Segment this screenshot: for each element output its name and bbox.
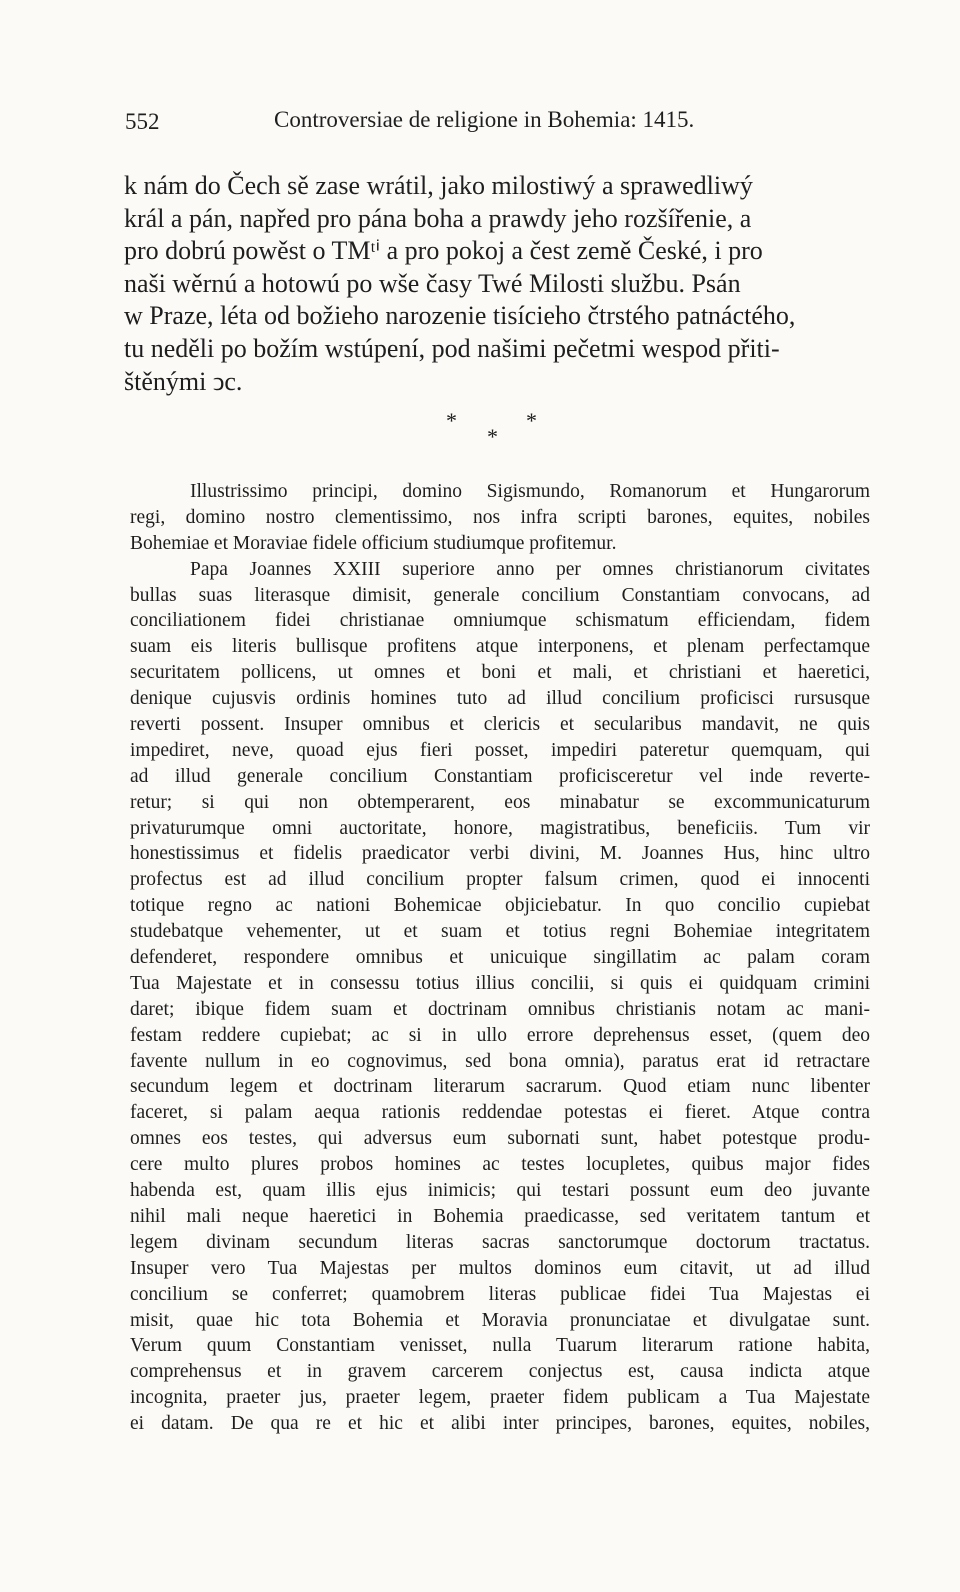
latin-line: festam reddere cupiebat; ac si in ullo errore deprehensus esset, (quem deo [130,1024,870,1046]
separator-asterisk: * [526,408,537,433]
latin-letter [130,479,870,1437]
section-separator [440,408,540,449]
latin-line: conciliationem fidei christianae omniumque schismatum efficiendam, fidem [130,610,870,632]
czech-line: tu neděli po božím wstúpení, pod našimi pečetmi wespod přiti- [124,333,780,363]
latin-line: nihil mali neque haeretici in Bohemia praedicasse, sed veritatem tantum et [130,1205,870,1227]
latin-line: securitatem pollicens, ut omnes et boni et mali, et christiani et haeretici, [130,662,870,684]
latin-line: habenda est, quam illis ejus inimicis; qui testari possunt eum deo juvante [130,1180,870,1202]
latin-line: incognita, praeter jus, praeter legem, praeter fidem publicam a Tua Majestate [130,1387,870,1409]
latin-line: regi, domino nostro clementissimo, nos infra scripti barones, equites, nobiles [130,506,870,528]
czech-line: naši wěrnú a hotowú po wše časy Twé Milosti službu. Psán [124,268,741,298]
separator-asterisk: * [487,424,498,449]
czech-line: w Praze, léta od božieho narozenie tisícieho čtrstého patnáctého, [124,301,796,331]
latin-line: faceret, si palam aequa rationis reddendae potestas ei fieret. Atque contra [130,1102,870,1124]
latin-line: concilium se conferret; quamobrem literas publicae fidei Tua Majestas ei [130,1283,870,1305]
latin-line: defenderet, respondere omnibus et unicuique singillatim ac palam coram [130,947,870,969]
latin-line: misit, quae hic tota Bohemia et Moravia pronunciatae et divulgatae sunt. [130,1309,870,1331]
latin-line: ei datam. De qua re et hic et alibi inter principes, barones, equites, nobiles, [130,1413,870,1435]
latin-line: Illustrissimo principi, domino Sigismundo, Romanorum et Hungarorum [190,481,870,502]
latin-line: privaturumque omni auctoritate, honore, magistratibus, beneficiis. Tum vir [130,817,870,839]
latin-line: Verum quum Constantiam venisset, nulla Tuarum literarum ratione habita, [130,1335,870,1357]
latin-line: daret; ibique fidem suam et doctrinam omnibus christianis notam ac mani- [130,998,870,1020]
latin-line: Papa Joannes XXIII superiore anno per omnes christianorum civitates [190,558,870,580]
czech-line: štěnými ↄc. [124,366,243,396]
latin-line: retur; si qui non obtemperarent, eos minabatur se excommunicaturum [130,791,870,813]
czech-line: král a pán, napřed pro pána boha a prawdy jeho rozšířenie, a [124,203,752,233]
latin-line: Insuper vero Tua Majestas per multos dominos eum citavit, ut ad illud [130,1257,870,1279]
separator-asterisk: * [446,408,457,433]
latin-line: favente nullum in eo cognovimus, sed bona omnia), paratus erat id retractare [130,1050,870,1072]
czech-paragraph [124,170,894,398]
latin-line: comprehensus et in gravem carcerem conjectus est, causa indicta atque [130,1361,870,1383]
latin-line: impediret, neve, quoad ejus fieri posset, impediri pateretur quemquam, qui [130,739,870,761]
latin-line: ad illud generale concilium Constantiam proficisceretur vel inde reverte- [130,765,870,787]
latin-line: totique regno ac nationi Bohemicae objiciebatur. In quo concilio cupiebat [130,895,870,917]
latin-line: denique cujusvis ordinis homines tuto ad illud concilium proficisci rursusque [130,688,870,710]
latin-line: Bohemiae et Moraviae fidele officium studiumque profitemur. [130,532,617,554]
latin-line: suam eis literis bullisque profitens atque interponens, et plenam perfectamque [130,636,870,658]
czech-line: pro dobrú powěst o TMᵗⁱ a pro pokoj a čest země České, i pro [124,236,763,266]
czech-line: k nám do Čech sě zase wrátil, jako milostiwý a sprawedliwý [124,171,753,200]
latin-line: profectus est ad illud concilium propter falsum crimen, quod ei innocenti [130,869,870,891]
latin-line: bullas suas literasque dimisit, generale concilium Constantiam convocans, ad [130,584,870,606]
latin-line: legem divinam secundum literas sacras sanctorumque doctorum tractatus. [130,1231,870,1253]
running-title: Controversiae de religione in Bohemia: 1415. [274,107,695,132]
latin-line: honestissimus et fidelis praedicator verbi divini, M. Joannes Hus, hinc ultro [130,843,870,865]
latin-line: secundum legem et doctrinam literarum sacrarum. Quod etiam nunc libenter [130,1076,870,1098]
latin-line: reverti possent. Insuper omnibus et clericis et secularibus mandavit, ne quis [130,714,870,736]
page-header [121,103,841,137]
page-number: 552 [125,109,160,134]
latin-line: omnes eos testes, qui adversus eum subornati sunt, habet potestque produ- [130,1128,870,1150]
latin-line: cere multo plures probos homines ac testes locupletes, quibus major fides [130,1154,870,1176]
latin-line: studebatque vehementer, ut et suam et totius regni Bohemiae integritatem [130,921,870,943]
latin-line: Tua Majestate et in consessu totius illius concilii, si quis ei quidquam crimini [130,972,870,994]
